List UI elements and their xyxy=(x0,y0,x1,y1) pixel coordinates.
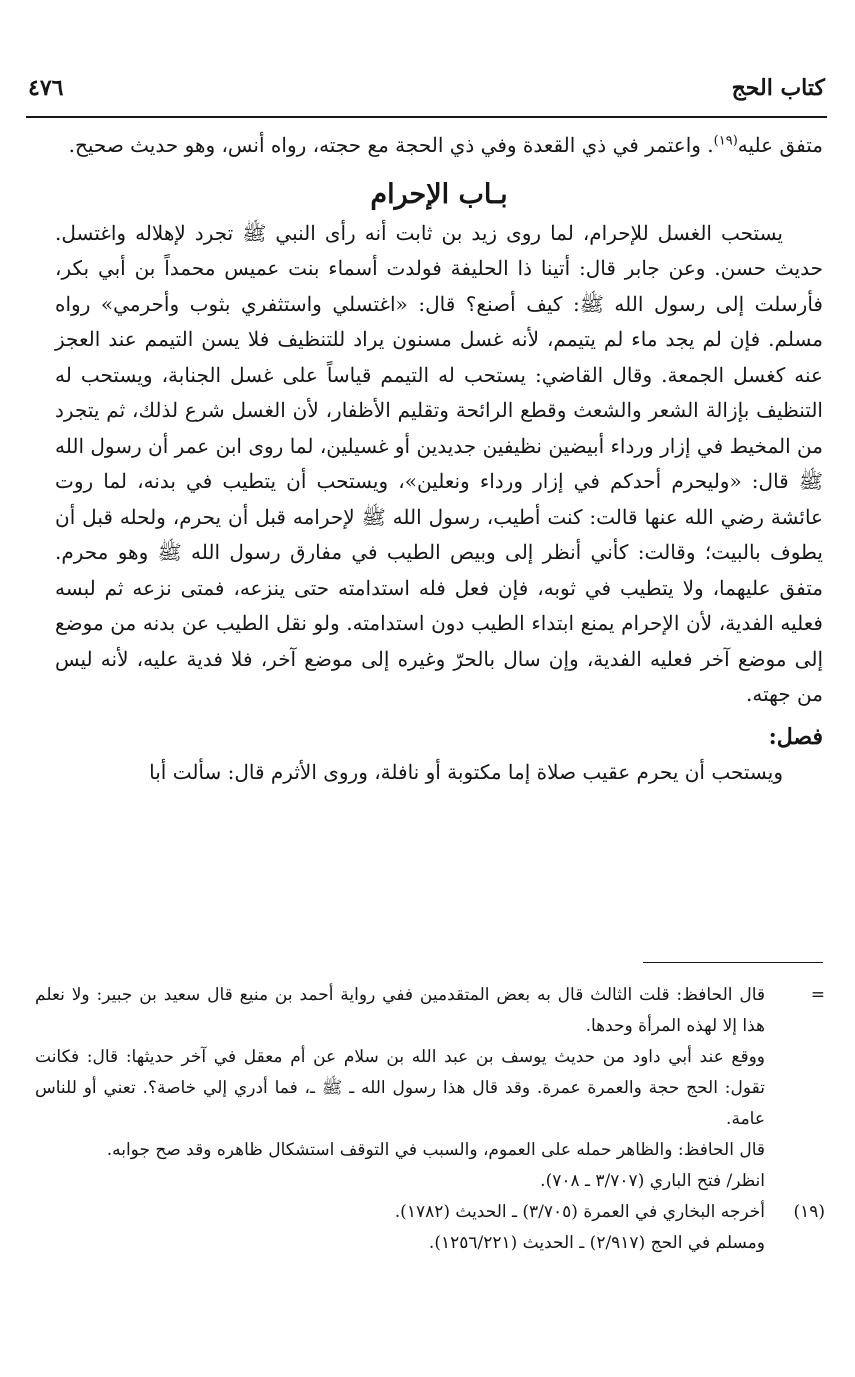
footnote-divider xyxy=(643,962,823,963)
section-paragraph: ويستحب أن يحرم عقيب صلاة إما مكتوبة أو نافلة، وروى الأثرم قال: سألت أبا xyxy=(149,759,783,784)
footnote-body xyxy=(35,980,765,1197)
running-title: كتاب الحج xyxy=(731,75,825,101)
opening-text: متفق عليه xyxy=(737,133,823,157)
footnote-reference: (١٩) xyxy=(713,133,738,149)
main-paragraph: يستحب الغسل للإحرام، لما روى زيد بن ثابت أنه رأى النبي ﷺ تجرد لإهلاله واغتسل. حديث حسن. وعن جابر قال: أتينا ذا الحليفة فولدت أسماء بنت عميس محمداً بن أبي بكر، فأرسلت إلى رسول الله ﷺ: كيف أصنع؟ قال: «اغتسلي واستثفري بثوب وأحرمي» رواه مسلم. فإن لم يجد ماء لم يتيمم، لأنه غسل مسنون يراد للتنظيف فلا يسن التيمم عند العجز عنه كغسل الجمعة. وقال القاضي: يستحب له التيمم قياساً على غسل الجنابة، ويستحب له التنظيف بإزالة الشعر والشعث وقطع الرائحة وتقليم الأظفار، لأن الغسل شرع لذلك، ثم يتجرد من المخيط في إزار ورداء أبيضين نظيفين جديدين أو غسيلين، لما روى ابن عمر أن رسول الله ﷺ قال: «وليحرم أحدكم في إزار ورداء ونعلين»، ويستحب أن يتطيب في بدنه، لما روت عائشة رضي الله عنها قالت: كنت أطيب، رسول الله ﷺ لإحرامه قبل أن يحرم، ولحله قبل أن يطوف بالبيت؛ وقالت: كأني أنظر إلى وبيص الطيب في مفارق رسول الله ﷺ وهو محرم. متفق عليهما، ولا يتطيب في ثوبه، فإن فعل فله استدامته حتى ينزعه، فمتى نزعه ثم لبسه فعليه الفدية، لأن الإحرام يمنع ابتداء الطيب دون استدامته. ولو نقل الطيب عن بدنه من موضع إلى موضع آخر فعليه الفدية، وإن سال بالحرّ وغيره إلى موضع آخر، فلا فدية عليه، لأنه ليس من جهته. xyxy=(55,220,823,706)
footnote-marker: = xyxy=(810,985,825,1005)
footnote-body xyxy=(35,1197,765,1259)
footnote-19 xyxy=(35,1197,825,1259)
footnote-marker: (١٩) xyxy=(793,1202,825,1222)
page-number: ٤٧٦ xyxy=(28,75,64,101)
opening-paragraph xyxy=(55,128,823,164)
footnote-line: قال الحافظ: والظاهر حمله على العموم، والسبب في التوقف استشكال ظاهره وقد صح جوابه. xyxy=(106,1140,765,1160)
footnote-line: ومسلم في الحج (٢/٩١٧) ـ الحديث (١٢٥٦/٢٢١). xyxy=(428,1233,765,1253)
chapter-title: بـاب الإحرام xyxy=(370,178,508,210)
footnote-line: انظر/ فتح الباري (٣/٧٠٧ ـ ٧٠٨). xyxy=(540,1171,765,1191)
footnotes xyxy=(35,980,825,1259)
section-label: فصل: xyxy=(768,723,823,750)
header-divider xyxy=(26,116,827,118)
footnote-continued xyxy=(35,980,825,1197)
running-header xyxy=(28,70,825,106)
main-text xyxy=(55,128,823,790)
footnote-line: قال الحافظ: قلت الثالث قال به بعض المتقدمين ففي رواية أحمد بن منيع قال سعيد بن جبير: ولا نعلم هذا إلا لهذه المرأة وحدها. xyxy=(35,985,765,1036)
opening-rest: . واعتمر في ذي القعدة وفي ذي الحجة مع حجته، رواه أنس، وهو حديث صحيح. xyxy=(68,133,714,157)
footnote-line: ووقع عند أبي داود من حديث يوسف بن عبد الله بن سلام عن أم معقل في آخر حديثها: قال: فكانت تقول: الحج حجة والعمرة عمرة. وقد قال هذا رسول الله ـ ﷺ ـ، فما أدري إلي خاصة؟. تعني أو للناس عامة. xyxy=(35,1047,765,1129)
footnote-line: أخرجه البخاري في العمرة (٣/٧٠٥) ـ الحديث (١٧٨٢). xyxy=(394,1202,765,1222)
